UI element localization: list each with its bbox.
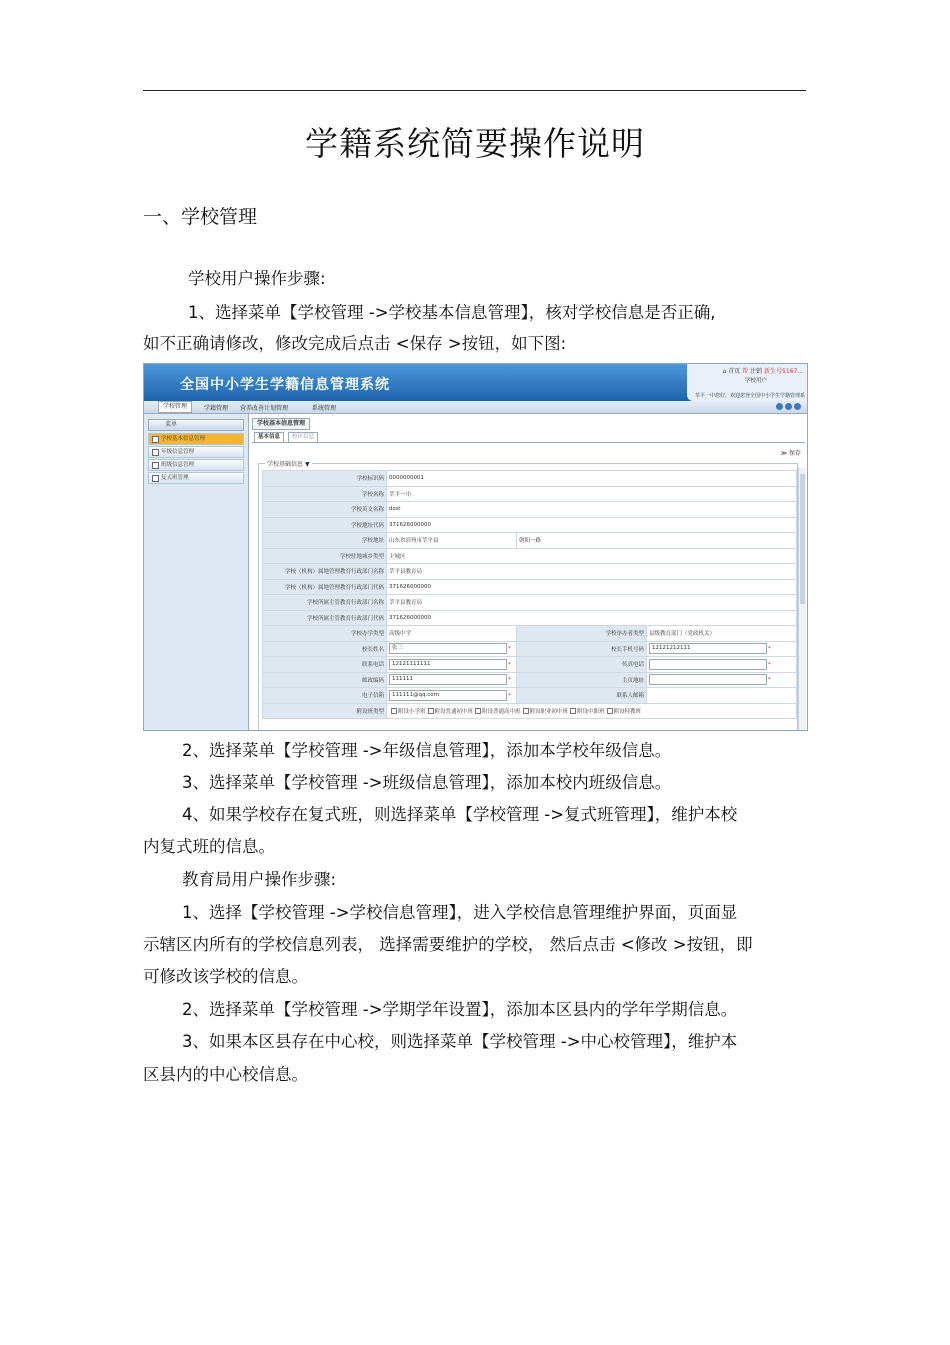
- menu-school-management[interactable]: 学校管理: [158, 401, 192, 413]
- required-marker: *: [768, 646, 771, 653]
- text-input[interactable]: [649, 674, 767, 685]
- header-rule: [143, 90, 806, 91]
- form-row: [263, 517, 797, 533]
- tab-basic-info[interactable]: 基本信息: [254, 432, 284, 443]
- main-panel: [250, 414, 807, 730]
- field-label: 传真电话: [517, 657, 647, 673]
- form-row: [263, 610, 797, 626]
- field-label: 学校举办者类型: [517, 626, 647, 642]
- account-tag: 新生号5167...: [764, 368, 803, 375]
- field-label: 学校所属主管教育行政部门代码: [263, 610, 387, 626]
- field-input[interactable]: 县级教育部门（党政机关）: [647, 626, 797, 642]
- required-marker: *: [508, 661, 511, 668]
- school-step1-line1: 1、选择菜单【学校管理 ->学校基本信息管理】，核对学校信息是否正确,: [188, 303, 716, 322]
- field-label: 学校标识码: [263, 471, 387, 487]
- checkbox[interactable]: [523, 708, 529, 714]
- field-label: 学校驻地城乡类型: [263, 548, 387, 564]
- checkbox-label: 附设职业初中班: [529, 708, 569, 715]
- form-row: [263, 502, 797, 518]
- checkbox-label: 附设普通初中班: [434, 708, 474, 715]
- school-info-form: [262, 470, 797, 719]
- field-label: 学校所属主管教育行政部门名称: [263, 595, 387, 611]
- form-row: [263, 688, 797, 704]
- save-label: 保存: [788, 450, 801, 457]
- refresh-icon[interactable]: [776, 403, 783, 410]
- school-step3: 3、选择菜单【学校管理 ->班级信息管理】，添加本校内班级信息。: [182, 773, 672, 792]
- checkbox[interactable]: [475, 708, 481, 714]
- school-step2: 2、选择菜单【学校管理 ->年级信息管理】，添加本学校年级信息。: [182, 741, 672, 760]
- checkbox-label: 附设特教班: [613, 708, 642, 715]
- field-label: 学校（机构）属地管理教育行政部门名称: [263, 564, 387, 580]
- school-step4-line2: 内复式班的信息。: [143, 837, 275, 856]
- edu-step2: 2、选择菜单【学校管理 ->学期学年设置】，添加本区县内的学年学期信息。: [182, 1000, 738, 1019]
- field-value[interactable]: 莘平县教育局: [387, 595, 797, 611]
- close-icon[interactable]: [794, 403, 801, 410]
- edu-step3-line2: 区县内的中心校信息。: [143, 1065, 308, 1084]
- field-input[interactable]: 高级中学: [387, 626, 517, 642]
- field-input[interactable]: [387, 641, 517, 657]
- menu-nutrition-plan[interactable]: 营养改善计划管理: [240, 405, 289, 412]
- required-marker: *: [508, 646, 511, 653]
- field-value-extra[interactable]: 朝阳一路: [517, 533, 797, 549]
- text-input[interactable]: 张三: [389, 643, 507, 654]
- form-row: [263, 548, 797, 564]
- edu-step1-line3: 可修改该学校的信息。: [143, 967, 308, 986]
- field-value[interactable]: 莘平县教育局: [387, 564, 797, 580]
- save-icon: ≫: [780, 450, 788, 457]
- field-value[interactable]: 371626000000: [387, 610, 797, 626]
- menu-system-management[interactable]: 系统管理: [312, 405, 337, 412]
- text-input[interactable]: [649, 659, 767, 670]
- app-title: 全国中小学生学籍信息管理系统: [180, 377, 390, 393]
- sidebar-header[interactable]: 菜单: [148, 419, 244, 431]
- checkbox[interactable]: [391, 708, 397, 714]
- checkbox[interactable]: [607, 708, 613, 714]
- school-step1-line2: 如不正确请修改，修改完成后点击 <保存 >按钮，如下图:: [143, 334, 567, 353]
- tab-school-info[interactable]: 学校基本信息管理: [252, 418, 310, 430]
- field-value[interactable]: 莘平一中: [387, 486, 797, 502]
- checkbox-label: 附设小学班: [398, 708, 426, 715]
- chevron-down-icon: ▼: [304, 461, 310, 468]
- form-row: [263, 564, 797, 580]
- field-value[interactable]: dzst: [387, 502, 797, 518]
- field-label: 主页地址: [517, 672, 647, 688]
- window-controls: [774, 403, 801, 412]
- form-row: [263, 672, 797, 688]
- field-value[interactable]: 山东省滨州市莘平县: [387, 533, 517, 549]
- sidebar: [144, 414, 249, 730]
- field-input[interactable]: [647, 672, 797, 688]
- form-row: [263, 471, 797, 487]
- logout-link[interactable]: 注销: [750, 368, 763, 375]
- edu-steps-heading: 教育局用户操作步骤:: [182, 870, 337, 889]
- sidebar-item-class-info[interactable]: 班级信息管理: [148, 459, 244, 471]
- field-label: 联系人邮箱: [517, 688, 647, 704]
- field-label: 学校英文名称: [263, 502, 387, 518]
- field-value[interactable]: 0000000001: [387, 471, 797, 487]
- save-button[interactable]: [781, 448, 801, 457]
- field-label: 附设班类型: [263, 703, 387, 719]
- help-icon[interactable]: [785, 403, 792, 410]
- field-input[interactable]: [647, 657, 797, 673]
- main-menu-bar: [144, 401, 807, 414]
- field-label: 校长手机号码: [517, 641, 647, 657]
- menu-student-management[interactable]: 学籍管理: [204, 405, 229, 412]
- field-label: 学校地址代码: [263, 517, 387, 533]
- sub-tabs: [252, 431, 805, 443]
- field-label: 学校办学类型: [263, 626, 387, 642]
- section-heading: 一、学校管理: [143, 206, 258, 228]
- form-row: [263, 703, 797, 719]
- edu-step3-line1: 3、如果本区县存在中心校，则选择菜单【学校管理 ->中心校管理】，维护本: [182, 1032, 738, 1051]
- checkbox-label: 附设普通高中班: [482, 708, 521, 715]
- form-row: [263, 657, 797, 673]
- sidebar-item-school-info[interactable]: 学校基本信息管理: [148, 433, 244, 445]
- field-input[interactable]: [387, 672, 517, 688]
- text-input[interactable]: 12121111111: [389, 659, 507, 670]
- field-label: 电子信箱: [263, 688, 387, 704]
- text-input[interactable]: 12121212111: [649, 643, 767, 654]
- checkbox[interactable]: [570, 708, 576, 714]
- form-row: [263, 626, 797, 642]
- welcome-message: 莘平一中您好，欢迎您登全国中小学生学籍管理系: [694, 393, 805, 399]
- form-row: [263, 533, 797, 549]
- form-row: [263, 641, 797, 657]
- field-input[interactable]: [647, 641, 797, 657]
- required-marker: *: [768, 661, 771, 668]
- field-value[interactable]: 371626000000: [387, 579, 797, 595]
- field-input[interactable]: [387, 688, 517, 704]
- tab-campus-info[interactable]: 校区信息: [288, 432, 318, 443]
- required-marker: *: [768, 677, 771, 684]
- field-value[interactable]: 主城区: [387, 548, 797, 564]
- required-marker: *: [508, 677, 511, 684]
- school-step4-line1: 4、如果学校存在复式班，则选择菜单【学校管理 ->复式班管理】，维护本校: [182, 805, 738, 824]
- app-banner: [144, 364, 807, 401]
- field-input[interactable]: [647, 688, 797, 704]
- text-input[interactable]: 111111: [389, 674, 507, 685]
- form-row: [263, 486, 797, 502]
- fieldset-legend[interactable]: 学校基础信息 ▼: [267, 461, 310, 468]
- field-label: 校长姓名: [263, 641, 387, 657]
- field-label: 学校名称: [263, 486, 387, 502]
- sidebar-item-grade-info[interactable]: 年级信息管理: [148, 446, 244, 458]
- field-label: 联系电话: [263, 657, 387, 673]
- form-row: [263, 579, 797, 595]
- field-label: 学校（机构）属地管理教育行政部门代码: [263, 579, 387, 595]
- system-screenshot: [143, 363, 808, 731]
- home-link[interactable]: 首页: [728, 368, 741, 375]
- field-value[interactable]: 371626000000: [387, 517, 797, 533]
- sidebar-item-multigrade[interactable]: 复式班管理: [148, 472, 244, 484]
- required-marker: *: [508, 692, 511, 699]
- home-icon: ⌂: [722, 368, 727, 375]
- edu-step1-line2: 示辖区内所有的学校信息列表， 选择需要维护的学校， 然后点击 <修改 >按钮，即: [143, 935, 753, 954]
- scrollbar[interactable]: [798, 468, 806, 730]
- checkbox[interactable]: [428, 708, 434, 714]
- edu-step1-line1: 1、选择【学校管理 ->学校信息管理】，进入学校信息管理维护界面，页面显: [182, 903, 738, 922]
- top-links: [722, 366, 803, 375]
- text-input[interactable]: 111111@qq.com: [389, 690, 507, 701]
- checkbox-label: 附设中职班: [577, 708, 605, 715]
- affiliated-options: [387, 703, 797, 719]
- field-input[interactable]: [387, 657, 517, 673]
- school-steps-heading: 学校用户操作步骤:: [188, 269, 326, 288]
- help-link[interactable]: 帮: [742, 368, 749, 375]
- field-label: 学校地址: [263, 533, 387, 549]
- document-title: 学籍系统简要操作说明: [305, 124, 645, 163]
- form-row: [263, 595, 797, 611]
- field-label: 邮政编码: [263, 672, 387, 688]
- user-role-label: 学校用户: [744, 378, 767, 384]
